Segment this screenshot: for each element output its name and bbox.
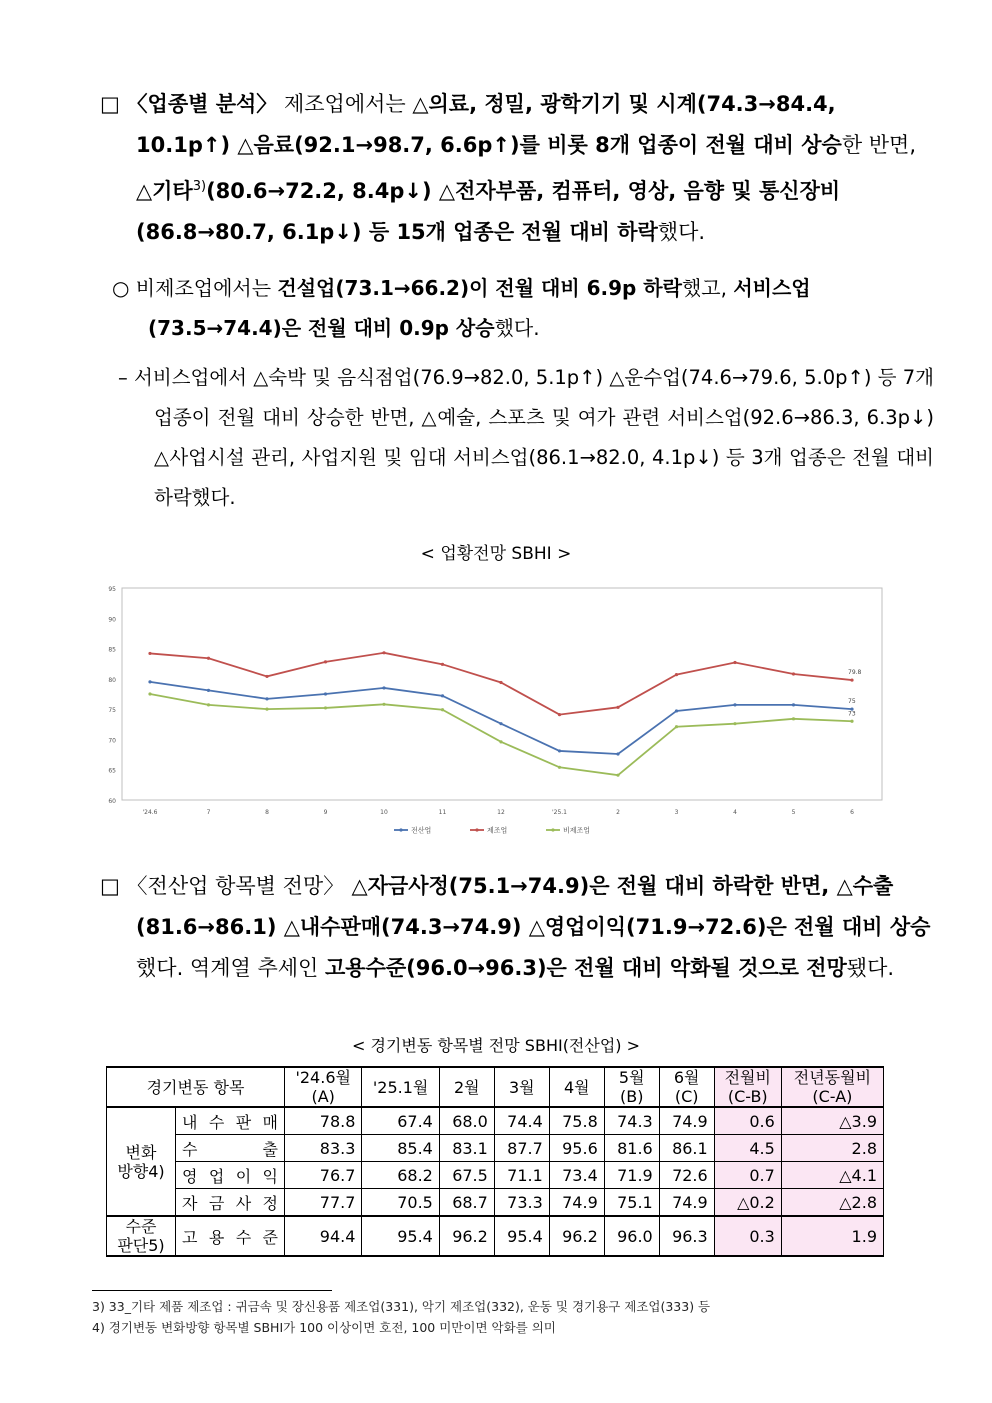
legend-label: 전산업 [411, 826, 432, 835]
paragraph-industry-analysis [100, 84, 936, 253]
table-row [107, 1189, 884, 1217]
table-cell: 68.0 [439, 1107, 494, 1135]
data-point [792, 717, 795, 720]
table-cell: 94.4 [285, 1216, 362, 1256]
data-point [148, 692, 151, 695]
bold-span: 고용수준(96.0→96.3)은 전월 대비 악화될 것으로 전망 [325, 956, 847, 980]
x-tick-label: 10 [380, 809, 388, 816]
data-point [441, 663, 444, 666]
footnote-3: 3) 33_기타 제품 제조업 : 귀금속 및 장신용품 제조업(331), 악기 제조업(332), 운동 및 경기용구 제조업(333) 등 [92, 1299, 711, 1314]
y-tick-label: 80 [108, 676, 116, 684]
y-tick-label: 85 [108, 646, 116, 654]
data-point [499, 681, 502, 684]
table-cell: 74.9 [549, 1189, 604, 1217]
row-label: 영 업 이 익 [176, 1162, 285, 1189]
data-point [675, 673, 678, 676]
data-point [441, 694, 444, 697]
data-point [675, 725, 678, 728]
data-point [265, 697, 268, 700]
row-label: 내 수 판 매 [176, 1107, 285, 1135]
end-data-label: 75 [848, 698, 856, 706]
header-col: 3월 [494, 1067, 549, 1107]
table-cell: 0.6 [714, 1107, 781, 1135]
series-line-비제조업 [150, 694, 852, 775]
data-point [324, 660, 327, 663]
table-cell: 1.9 [781, 1216, 883, 1256]
bold-span: 서비스업(73.5→74.4)은 전월 대비 0.9p 상승 [148, 276, 811, 340]
table-cell: 96.2 [549, 1216, 604, 1256]
table-cell: 96.0 [604, 1216, 659, 1256]
y-tick-label: 60 [108, 798, 116, 805]
data-point [616, 774, 619, 777]
text-span: 했다. [494, 316, 540, 340]
data-point [207, 689, 210, 692]
data-point [792, 672, 795, 675]
data-point [148, 652, 151, 655]
data-point [324, 706, 327, 709]
table-cell: 75.1 [604, 1189, 659, 1217]
table-cell: 81.6 [604, 1135, 659, 1162]
bold-span: △의료, 정밀, 광학기기 및 시계(74.3→84.4, 10.1p↑) △음료(92.1→98.7, 6.6p↑)를 비롯 8개 업종이 전월 대비 상승 [136, 92, 842, 157]
footnote-ref: 3) [192, 179, 207, 194]
x-tick-label: 7 [206, 809, 211, 816]
footnote-4: 4) 경기변동 변화방향 항목별 SBHI가 100 이상이면 호전, 100 미만이면 악화를 의미 [92, 1320, 556, 1335]
table-cell: 95.4 [494, 1216, 549, 1256]
text-span: 비제조업에서는 [129, 276, 278, 300]
data-point [382, 686, 385, 689]
table-row [107, 1107, 884, 1135]
y-tick-label: 65 [108, 767, 116, 775]
y-tick-label: 70 [108, 737, 116, 745]
table-cell: 70.5 [362, 1189, 439, 1217]
table-cell: 74.9 [659, 1189, 714, 1217]
table-cell: 74.9 [659, 1107, 714, 1135]
data-point [616, 752, 619, 755]
data-point [850, 678, 853, 681]
table-cell: 2.8 [781, 1135, 883, 1162]
bold-span: (80.6→72.2, 8.4p↓) △전자부품, 컴퓨터, 영상, 음향 및 통신장비(86.8→80.7, 6.1p↓) 등 15개 업종은 전월 대비 하락 [136, 179, 841, 244]
data-point [499, 740, 502, 743]
table-cell: 86.1 [659, 1135, 714, 1162]
table-cell: 71.9 [604, 1162, 659, 1189]
table-cell: 71.1 [494, 1162, 549, 1189]
x-tick-label: 4 [733, 809, 737, 816]
header-item: 경기변동 항목 [107, 1067, 285, 1107]
table-cell: △3.9 [781, 1107, 883, 1135]
table-cell: 68.2 [362, 1162, 439, 1189]
text-span: 했다. [657, 220, 706, 244]
row-group-label: 변화 방향4) [107, 1107, 176, 1216]
header-col: 6월 (C) [659, 1067, 714, 1107]
table-row [107, 1162, 884, 1189]
table-cell: 96.3 [659, 1216, 714, 1256]
table-cell: 0.7 [714, 1162, 781, 1189]
x-tick-label: 11 [438, 809, 447, 816]
sbhi-table [106, 1066, 884, 1257]
data-point [265, 708, 268, 711]
bold-span: △기타 [136, 179, 193, 203]
x-tick-label: 6 [850, 809, 854, 816]
x-tick-label: 12 [497, 809, 505, 816]
table-caption: < 경기변동 항목별 전망 SBHI(전산업) > [351, 1036, 641, 1055]
data-point [265, 675, 268, 678]
table-cell: 0.3 [714, 1216, 781, 1256]
table-cell: 83.3 [285, 1135, 362, 1162]
data-point [850, 720, 853, 723]
text-span: 서비스업에서 △숙박 및 음식점업(76.9→82.0, 5.1p↑) △운수업(74.6→79.6, 5.0p↑) 등 7개 업종이 전월 대비 상승한 반면, △예술, 스포츠 및 여가 관련 서비스업(92.6→86.3, 6.3p↓) △사업시설 관리, 사업지원 및 임대 서비스업(86.1→82.0, 4.1p↓) 등 3개 업종은 전월 대비 하락했다. [127, 366, 934, 509]
data-point [148, 680, 151, 683]
section-lead: 〈전산업 항목별 전망〉 [126, 874, 345, 898]
table-cell: 67.5 [439, 1162, 494, 1189]
header-col: 전년동월비 (C-A) [781, 1067, 883, 1107]
x-tick-label: 9 [323, 809, 328, 816]
table-cell: 75.8 [549, 1107, 604, 1135]
paragraph-services [118, 358, 934, 518]
legend-marker [551, 828, 554, 831]
data-point [792, 703, 795, 706]
chart-caption: < 업황전망 SBHI > [420, 544, 572, 564]
data-point [207, 703, 210, 706]
table-cell: 76.7 [285, 1162, 362, 1189]
paragraph-non-manufacturing [112, 268, 934, 348]
x-tick-label: '24.6 [142, 809, 158, 816]
end-data-label: 79.8 [848, 669, 862, 677]
end-data-label: 73 [848, 710, 856, 718]
bold-span: 건설업(73.1→66.2)이 전월 대비 6.9p 하락 [277, 276, 682, 300]
row-label: 고 용 수 준 [176, 1216, 285, 1256]
x-tick-label: 5 [791, 809, 796, 816]
table-cell: 73.4 [549, 1162, 604, 1189]
square-bullet: □ [100, 874, 120, 898]
table-cell: △4.1 [781, 1162, 883, 1189]
legend-marker [399, 828, 402, 831]
data-point [324, 692, 327, 695]
row-label: 자 금 사 정 [176, 1189, 285, 1217]
y-tick-label: 90 [108, 616, 116, 624]
table-cell: 72.6 [659, 1162, 714, 1189]
table-cell: 68.7 [439, 1189, 494, 1217]
legend-marker [475, 828, 478, 831]
x-tick-label: 8 [265, 809, 269, 816]
section-lead: 〈업종별 분석〉 [126, 92, 278, 116]
table-cell: 87.7 [494, 1135, 549, 1162]
paragraph-item-outlook [100, 866, 936, 989]
data-point [499, 722, 502, 725]
table-cell: 67.4 [362, 1107, 439, 1135]
table-cell: 85.4 [362, 1135, 439, 1162]
text-span: 제조업에서는 [277, 92, 413, 116]
legend-label: 비제조업 [563, 826, 591, 835]
x-tick-label: 3 [674, 809, 679, 816]
table-cell: 83.1 [439, 1135, 494, 1162]
table-cell: 4.5 [714, 1135, 781, 1162]
y-tick-label: 95 [108, 586, 116, 593]
footnote-rule [92, 1290, 332, 1291]
header-col: '25.1월 [362, 1067, 439, 1107]
table-cell: 95.4 [362, 1216, 439, 1256]
data-point [382, 703, 385, 706]
data-point [558, 766, 561, 769]
table-cell: △2.8 [781, 1189, 883, 1217]
row-group-label: 수준 판단5) [107, 1216, 176, 1256]
data-point [733, 722, 736, 725]
text-span: 했다. 역계열 추세인 [136, 956, 325, 980]
table-cell: 74.3 [604, 1107, 659, 1135]
table-row [107, 1135, 884, 1162]
data-point [733, 661, 736, 664]
dash-bullet: – [118, 366, 128, 389]
data-point [558, 713, 561, 716]
table-cell: △0.2 [714, 1189, 781, 1217]
table-cell: 74.4 [494, 1107, 549, 1135]
table-cell: 78.8 [285, 1107, 362, 1135]
x-tick-label: 2 [616, 809, 620, 816]
table-cell: 96.2 [439, 1216, 494, 1256]
circle-bullet: ○ [112, 276, 130, 300]
text-span: 했고, [681, 276, 734, 300]
y-tick-label: 75 [108, 707, 116, 715]
data-point [382, 651, 385, 654]
header-col: '24.6월 (A) [285, 1067, 362, 1107]
header-col: 4월 [549, 1067, 604, 1107]
table-cell: 73.3 [494, 1189, 549, 1217]
table-row [107, 1216, 884, 1256]
chart-svg [104, 580, 884, 844]
data-point [441, 708, 444, 711]
data-point [558, 749, 561, 752]
header-col: 전월비 (C-B) [714, 1067, 781, 1107]
sbhi-line-chart [104, 580, 884, 844]
header-col: 2월 [439, 1067, 494, 1107]
table-cell: 95.6 [549, 1135, 604, 1162]
data-point [675, 709, 678, 712]
legend-label: 제조업 [487, 826, 508, 835]
bold-span: △자금사정(75.1→74.9)은 전월 대비 하락한 반면, △수출(81.6→86.1) △내수판매(74.3→74.9) △영업이익(71.9→72.6)은 전월 대비 상승 [136, 874, 931, 939]
row-label: 수 출 [176, 1135, 285, 1162]
data-point [207, 657, 210, 660]
table-cell: 77.7 [285, 1189, 362, 1217]
square-bullet: □ [100, 92, 120, 116]
text-span: 됐다. [846, 956, 895, 980]
data-point [616, 706, 619, 709]
header-col: 5월 (B) [604, 1067, 659, 1107]
text-span: 한 반면, [841, 133, 917, 157]
data-point [733, 703, 736, 706]
x-tick-label: '25.1 [551, 809, 568, 816]
